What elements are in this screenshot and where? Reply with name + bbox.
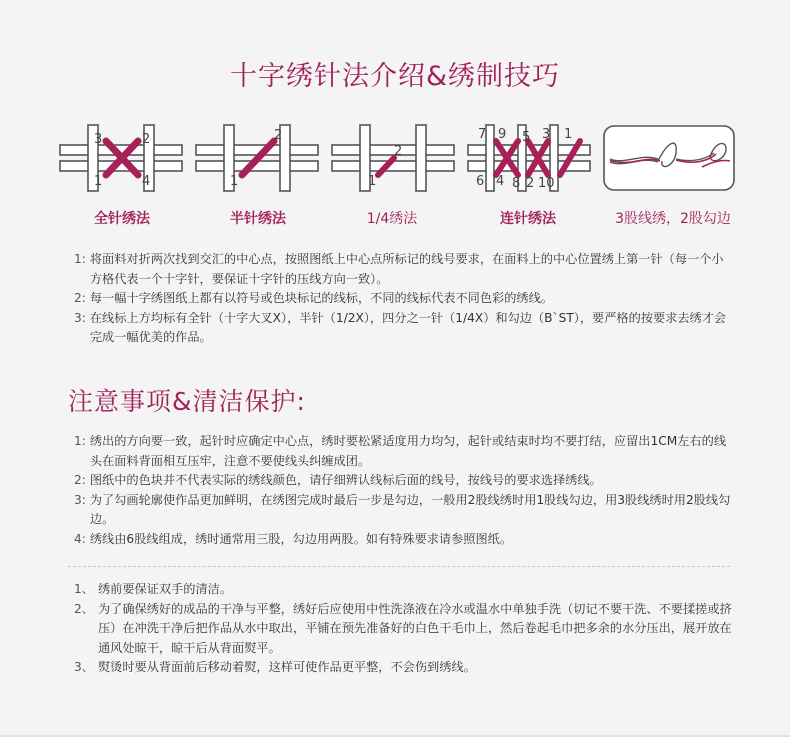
- stitch-label: 连针绣法: [500, 211, 556, 227]
- list-number: 1:: [74, 434, 86, 448]
- stitch-number: 1: [230, 174, 239, 189]
- stitch-number: 9: [498, 127, 507, 142]
- stitch-number: 1: [564, 127, 573, 142]
- list-text: 为了确保绣好的成品的干净与平整，绣好后应使用中性洗涤液在冷水或温水中单独手洗（切记不要干洗、不要揉搓或挤压）在冲洗干净后把作品从水中取出，平铺在预先准备好的白色干毛巾上，然后卷起毛巾把多余的水分压出，展开放在通风处晾干，晾干后从背面熨平。: [97, 601, 732, 655]
- stitch-number: 2: [526, 176, 535, 191]
- stitch-number: 5: [522, 130, 531, 145]
- list-number: 3、: [74, 660, 94, 674]
- list-number: 3:: [74, 310, 86, 325]
- continuous-stitch-diagram: [466, 123, 592, 193]
- stitch-label: 1/4绣法: [366, 211, 418, 227]
- stitch-number: 2: [142, 132, 151, 147]
- list-text: 图纸中的色块并不代表实际的绣线颜色，请仔细辨认线标后面的线号，按线号的要求选择绣线。: [89, 473, 602, 487]
- list-item: [74, 309, 734, 348]
- stitch-number: 2: [394, 144, 403, 159]
- list-text: 绣出的方向要一致，起针时应确定中心点，绣时要松紧适度用力均匀，起针或结束时均不要打结，应留出1CM左右的线头在面料背面相互压牢，注意不要使线头纠缠成团。: [89, 434, 727, 468]
- stitch-label: 全针绣法: [94, 211, 150, 227]
- half-stitch-diagram: [194, 123, 320, 193]
- stitch-number: 1: [94, 174, 103, 189]
- list-text: 在线标上方均标有全针（十字大叉X），半针（1/2X），四分之一针（1/4X）和勾边（B`ST），要严格的按要求去绣才会完成一幅优美的作品。: [89, 310, 727, 344]
- dashed-divider: [68, 566, 730, 567]
- stitch-number: 3: [94, 132, 103, 147]
- list-text: 绣线由6股线组成，绣时通常用三股，勾边用两股。如有特殊要求请参照图纸。: [89, 531, 513, 546]
- list-item: [74, 432, 734, 471]
- stitch-number: 10: [538, 176, 555, 191]
- quarter-stitch-diagram: [330, 123, 456, 193]
- stitch-number: 8: [512, 176, 521, 191]
- stitch-number: 1: [368, 174, 377, 189]
- list-number: 2:: [74, 291, 86, 305]
- stitch-number: 2: [274, 128, 283, 143]
- full-stitch-diagram: [58, 123, 184, 193]
- stitch-number: 6: [476, 174, 485, 189]
- page-title: 十字绣针法介绍&绣制技巧: [229, 61, 561, 92]
- thread-knot-diagram: [602, 123, 738, 193]
- list-text: 熨烫时要从背面前后移动着熨，这样可使作品更平整，不会伤到绣线。: [97, 660, 476, 674]
- list-item: [74, 471, 734, 491]
- stitch-diagrams: [58, 123, 738, 193]
- intro-list: [74, 250, 734, 348]
- list-text: 为了勾画轮廓使作品更加鲜明，在绣图完成时最后一步是勾边，一般用2股线绣时用1股线勾边，用3股线绣时用2股线勾边。: [89, 492, 731, 526]
- list-item: [74, 491, 734, 530]
- stitch-number: 4: [496, 174, 505, 189]
- stitch-label: 半针绣法: [230, 211, 286, 227]
- list-number: 3:: [74, 492, 86, 507]
- cleaning-list: [74, 580, 734, 678]
- list-number: 2:: [74, 473, 86, 487]
- list-item: [74, 580, 734, 600]
- list-item: [74, 250, 734, 289]
- list-item: [74, 658, 734, 678]
- stitch-number: 3: [542, 127, 551, 142]
- list-number: 4:: [74, 531, 86, 546]
- list-item: [74, 289, 734, 309]
- notes-list: [74, 432, 734, 549]
- list-text: 绣前要保证双手的清洁。: [97, 582, 233, 596]
- list-number: 1:: [74, 252, 86, 266]
- list-number: 1、: [74, 582, 94, 596]
- stitch-number: 4: [142, 174, 151, 189]
- list-item: [74, 600, 734, 659]
- list-text: 将面料对折两次找到交汇的中心点，按照图纸上中心点所标记的线号要求，在面料上的中心位置绣上第一针（每一个小方格代表一个十字针，要保证十字针的压线方向一致）。: [89, 252, 724, 286]
- list-text: 每一幅十字绣图纸上都有以符号或色块标记的线标，不同的线标代表不同色彩的绣线。: [89, 291, 553, 305]
- stitch-number: 7: [478, 127, 487, 142]
- notes-title: 注意事项&清洁保护:: [68, 387, 306, 416]
- list-number: 2、: [74, 601, 94, 616]
- stitch-label: 3股线绣，2股勾边: [615, 211, 731, 227]
- list-item: [74, 530, 734, 550]
